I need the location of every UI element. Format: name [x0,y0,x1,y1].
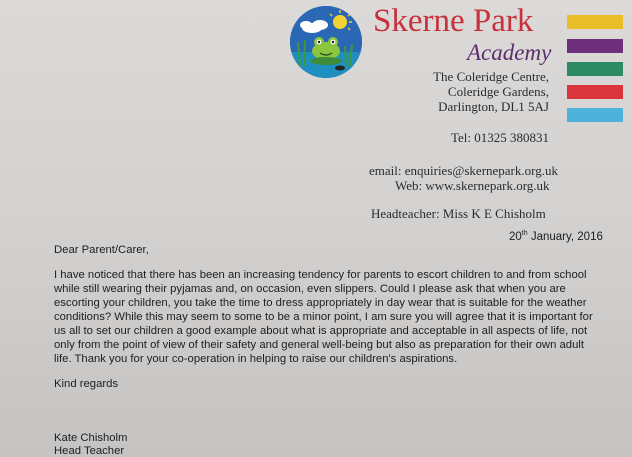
address-line-2: Coleridge Gardens, [447,84,549,99]
paragraph-line-1: I have noticed that there has been an increasing tendency for parents to escort children to and from school [54,269,587,281]
date-suffix: th [521,230,528,237]
school-name: Skerne Park [373,3,534,39]
telephone: Tel: 01325 380831 [450,130,549,145]
date-day: 20 [509,230,522,243]
date-month-year: January, 2016 [527,230,603,243]
color-stripe-blue [567,108,623,122]
headteacher-line: Headteacher: Miss K E Chisholm [371,206,546,221]
letter-date [509,227,603,244]
address-line-1: The Coleridge Centre, [433,69,549,84]
paragraph-line-3: escorting your children, you take the time to dress appropriately in day wear that is suitable for the weather [54,297,587,309]
paragraph-line-5: us all to set our children a good example about what is appropriate and acceptable in all aspects of life, not [54,325,588,337]
color-stripe-purple [567,39,623,53]
academy-subtitle: Academy [467,40,552,65]
paragraph-line-7: life. Thank you for your co-operation in helping to raise our children's aspirations. [54,353,458,365]
frog-logo-icon [290,6,362,78]
paragraph-line-4: conditions? While this may seem to some to be a minor point, I am sure you will agree that it is important for [54,311,593,323]
web-line: Web: www.skernepark.org.uk [395,178,550,193]
paragraph-line-2: while still wearing their pyjamas and, on occasion, even slippers. Could I please ask that when you are [54,283,566,295]
salutation: Dear Parent/Carer, [54,244,149,256]
email-line: email: enquiries@skernepark.org.uk [369,163,558,178]
color-stripe-red [567,85,623,99]
frog-in-pond-logo [290,6,362,78]
color-stripe-yellow [567,15,623,29]
signatory-title: Head Teacher [54,445,125,457]
address-line-3: Darlington, DL1 5AJ [438,99,549,114]
closing: Kind regards [54,378,119,390]
color-stripe-green [567,62,623,76]
paragraph-line-6: only from the point of view of their safety and general well-being but also as preparation for their own adult [54,339,584,351]
signatory-name: Kate Chisholm [54,432,128,444]
